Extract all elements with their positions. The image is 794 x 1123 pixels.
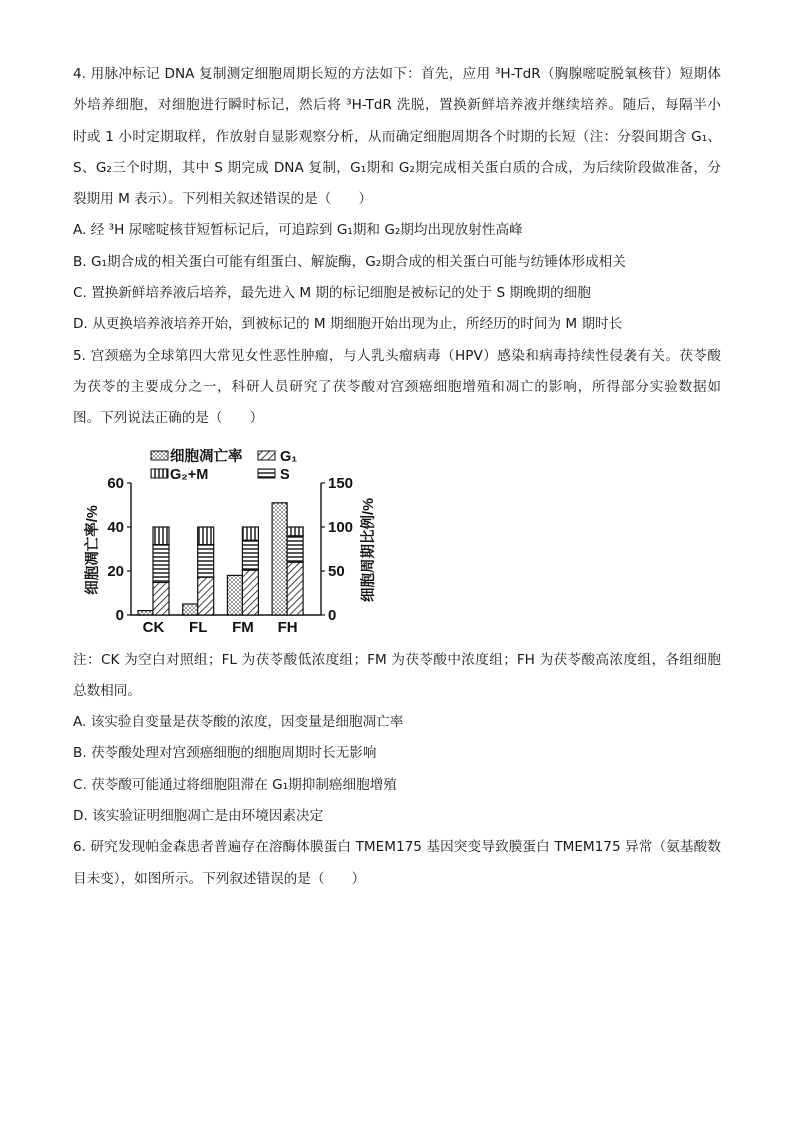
q4-option-d: D. 从更换培养液培养开始，到被标记的 M 期细胞开始出现为止，所经历的时间为 M 期时长 [73,316,623,333]
bar-series1-FM [227,575,242,615]
bar-series1-FL [183,604,198,615]
x-tick-label-CK: CK [142,618,165,636]
q5-stem-line-2: 为茯苓的主要成分之一，科研人员研究了茯苓酸对宫颈癌细胞增殖和凋亡的影响，所得部分实验数据如 [73,378,721,395]
q5-option-c: C. 茯苓酸可能通过将细胞阻滞在 G₁期抑制癌细胞增殖 [73,776,397,793]
left-tick-label: 60 [107,474,124,492]
right-tick-label: 50 [328,562,345,580]
bar-series1-FH [272,502,287,614]
left-tick-label: 40 [107,518,124,536]
q4-stem-line-4: S、G₂三个时期，其中 S 期完成 DNA 复制，G₁期和 G₂期完成相关蛋白质的合成，为后续阶段做准备，分 [73,159,721,176]
left-tick-label: 20 [107,562,124,580]
left-tick-label: 0 [115,606,124,624]
q5-option-a: A. 该实验自变量是茯苓酸的浓度，因变量是细胞凋亡率 [73,714,404,731]
right-axis-label: 细胞周期比例/% [361,497,377,602]
question-4 [73,59,721,341]
q4-option-b: B. G₁期合成的相关蛋白可能有组蛋白、解旋酶，G₂期合成的相关蛋白可能与纺锤体形成相关 [73,253,626,270]
bar-series4-CK [153,527,169,545]
legend-swatch-horizontal [258,469,275,478]
q5-stem-line-3: 图。下列说法正确的是（ ） [73,410,264,427]
legend-item-s [258,467,290,483]
bar-series2-FL [198,577,214,615]
right-tick-label: 150 [328,474,354,492]
question-6 [73,832,721,895]
x-tick-label-FM: FM [232,618,254,636]
bar-series4-FM [242,527,258,540]
bar-series2-CK [153,582,169,615]
q4-stem-line-5: 裂期用 M 表示）。下列相关叙述错误的是（ ） [73,191,373,208]
legend-swatch-dots [151,451,168,460]
chart-marks [107,475,353,636]
q5-chart [73,435,721,645]
legend-item-apoptosis [151,447,243,465]
x-tick-label-FH: FH [277,618,298,636]
legend-label: G₂+M [170,466,209,483]
q4-stem-line-1: 4. 用脉冲标记 DNA 复制测定细胞周期长短的方法如下：首先，应用 ³H-TdR（胸腺嘧啶脱氧核苷）短期体 [73,66,721,82]
bar-series3-FM [242,540,258,570]
right-tick-label: 100 [328,518,354,536]
bar-series4-FH [287,527,303,536]
q4-stem-line-3: 时或 1 小时定期取样，作放射自显影观察分析，从而确定细胞周期各个时期的长短（注：分裂间期含 G₁、 [73,128,721,145]
legend-label: S [280,466,290,483]
text-column [73,59,721,895]
question-5 [73,341,721,833]
bar-series3-FH [287,535,303,561]
bar-chart [73,435,393,645]
q6-stem-line-1: 6. 研究发现帕金森患者普遍存在溶酶体膜蛋白 TMEM175 基因突变导致膜蛋白 TMEM175 异常（氨基酸数 [73,839,721,856]
q5-option-b: B. 茯苓酸处理对宫颈癌细胞的细胞周期时长无影响 [73,745,377,762]
q5-option-d: D. 该实验证明细胞凋亡是由环境因素决定 [73,808,324,825]
left-axis-label: 细胞凋亡率/% [85,504,101,595]
bar-series4-FL [198,527,214,545]
q6-stem-line-2: 目未变），如图所示。下列叙述错误的是（ ） [73,870,366,887]
legend-label: 细胞凋亡率 [170,448,243,465]
q4-option-a: A. 经 ³H 尿嘧啶核苷短暂标记后，可追踪到 G₁期和 G₂期均出现放射性高峰 [73,222,523,239]
legend-label: G₁ [280,448,298,465]
q4-stem-line-2: 外培养细胞，对细胞进行瞬时标记，然后将 ³H-TdR 洗脱，置换新鲜培养液并继续培养。随后，每隔半小 [73,97,721,114]
bar-series1-CK [138,610,153,614]
x-tick-label-FL: FL [189,618,208,636]
q5-note-line-1: 注：CK 为空白对照组；FL 为茯苓酸低浓度组；FM 为茯苓酸中浓度组；FH 为茯苓酸高浓度组，各组细胞 [73,651,721,668]
legend-swatch-vertical [151,469,168,478]
bar-series3-CK [153,544,169,582]
q5-stem-line-1: 5. 宫颈癌为全球第四大常见女性恶性肿瘤，与人乳头瘤病毒（HPV）感染和病毒持续性侵袭有关。茯苓酸 [73,347,721,364]
bar-series2-FM [242,570,258,615]
bar-series3-FL [198,544,214,577]
chart-legend [151,447,297,483]
q5-note-line-2: 总数相同。 [73,682,141,699]
legend-swatch-hatch [258,451,275,460]
bar-series2-FH [287,562,303,615]
legend-item-g1 [258,449,297,465]
q4-option-c: C. 置换新鲜培养液后培养，最先进入 M 期的标记细胞是被标记的处于 S 期晚期的细胞 [73,285,591,302]
legend-item-g2m [151,467,208,483]
right-tick-label: 0 [328,606,337,624]
